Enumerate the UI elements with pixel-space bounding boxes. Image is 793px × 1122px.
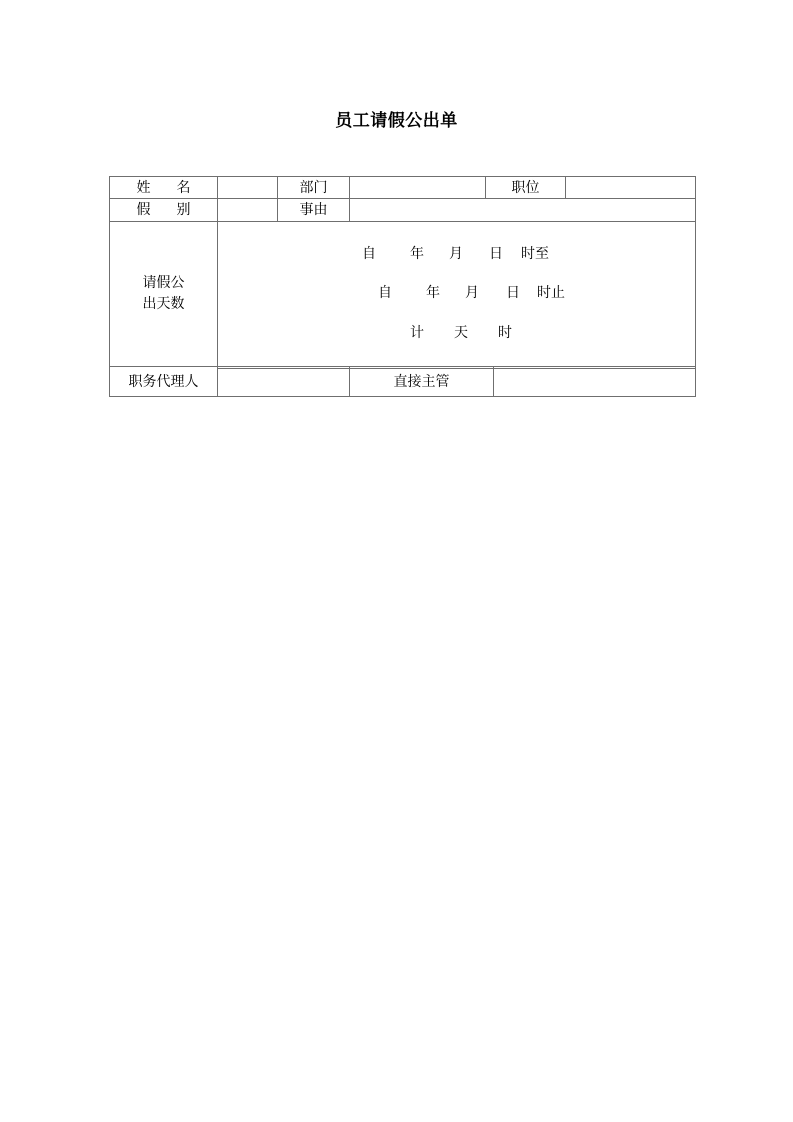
period-from-word-2: 年 [410, 246, 424, 262]
period-to-word-5: 时止 [537, 285, 565, 301]
position-value-cell[interactable] [566, 177, 695, 198]
deputy-label: 职务代理人 [128, 373, 199, 390]
period-total-word-2: 天 [454, 325, 468, 341]
leave-type-label-char-2: 别 [176, 202, 191, 218]
name-label-char-2: 名 [176, 179, 191, 196]
leave-type-label-char-1: 假 [136, 202, 151, 218]
period-from-word-4: 日 [489, 246, 503, 262]
period-to-word-4: 日 [506, 285, 520, 301]
deputy-value-cell[interactable] [218, 369, 349, 396]
reason-label: 事由 [299, 202, 328, 218]
leave-days-label-line-1: 请假公 [142, 275, 185, 291]
name-label-char-1: 姓 [136, 179, 151, 196]
period-from-word-3: 月 [449, 246, 463, 262]
period-from-word-5: 时至 [521, 246, 549, 262]
name-value-cell[interactable] [218, 177, 277, 198]
department-value-cell[interactable] [350, 177, 485, 198]
leave-type-value-cell[interactable] [218, 199, 277, 221]
period-from-word-1: 自 [362, 246, 376, 262]
supervisor-value-cell[interactable] [494, 369, 695, 396]
reason-value-cell[interactable] [350, 199, 695, 221]
position-label: 职位 [511, 179, 540, 196]
leave-request-form [109, 176, 696, 397]
department-label: 部门 [299, 179, 328, 196]
leave-days-label-line-2: 出天数 [142, 296, 185, 312]
supervisor-label: 直接主管 [393, 373, 450, 390]
period-to-word-2: 年 [426, 285, 440, 301]
document-title: 员工请假公出单 [335, 111, 458, 131]
period-to-word-3: 月 [465, 285, 479, 301]
leave-days-label [110, 222, 217, 366]
period-from-line[interactable] [218, 247, 695, 263]
period-total-word-1: 计 [410, 325, 424, 341]
period-to-word-1: 自 [378, 285, 392, 301]
name-label [110, 177, 217, 198]
period-total-word-3: 时 [498, 325, 512, 341]
leave-type-label [110, 199, 217, 221]
period-to-line[interactable] [218, 286, 695, 302]
period-total-line[interactable] [218, 326, 695, 342]
